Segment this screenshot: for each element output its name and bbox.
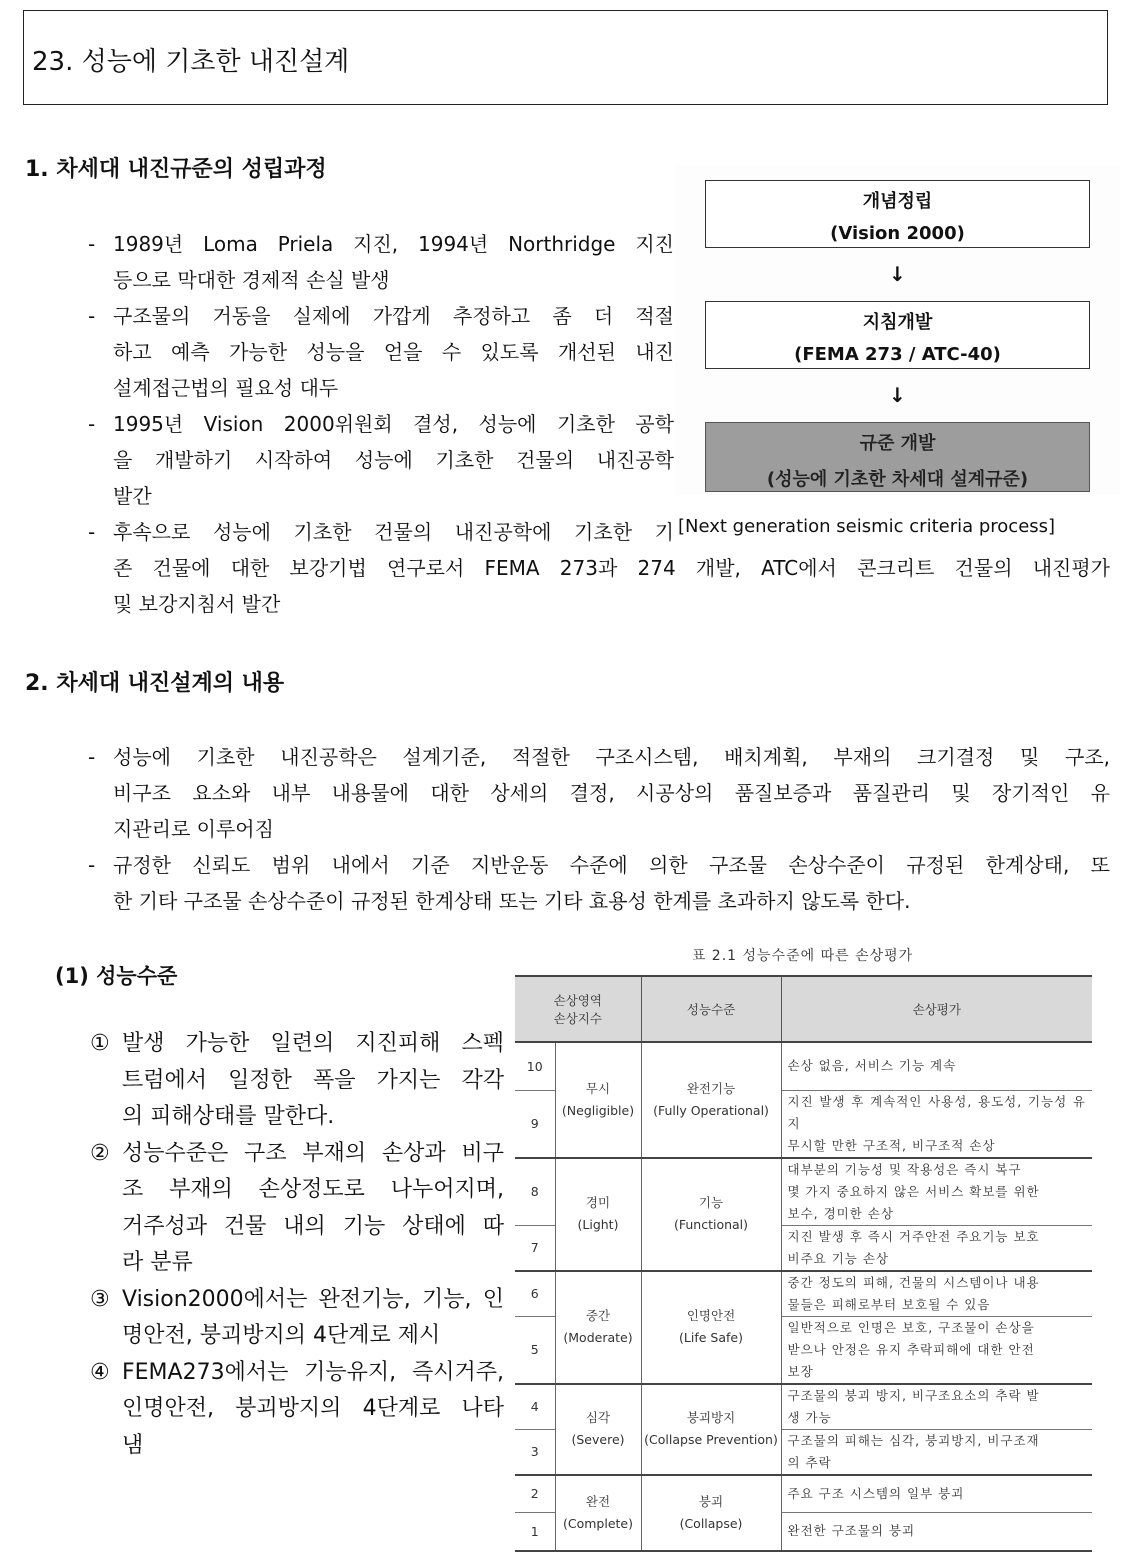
bullet-line: 후속으로 성능에 기초한 건물의 내진공학에 기초한 기 [113,520,674,544]
table-row [515,1271,1092,1317]
down-arrow-icon: ↓ [889,262,906,286]
damage-area: 심각 (Severe) [555,1384,641,1475]
damage-description: 손상 없음, 서비스 기능 계속 [781,1042,1092,1090]
table-row [515,1475,1092,1513]
item-number: ② [90,1140,110,1166]
item-line: 인명안전, 붕괴방지의 4단계로 나타 [122,1396,504,1421]
item-number: ③ [90,1286,110,1312]
performance-level: 붕괴 (Collapse) [641,1475,781,1551]
bullet-line: 및 보강지침서 발간 [113,592,281,616]
damage-index: 10 [515,1042,555,1090]
performance-level: 인명안전 (Life Safe) [641,1271,781,1384]
damage-index: 4 [515,1384,555,1430]
bullet-line: 1989년 Loma Priela 지진, 1994년 Northridge 지진 [113,232,674,256]
bullet-line: 을 개발하기 시작하여 성능에 기초한 건물의 내진공학 [113,448,674,472]
damage-description: 일반적으로 인명은 보호, 구조물이 손상을 받으나 안정은 유지 추락피해에 대한 안전 보장 [781,1316,1092,1384]
subsection-heading: (1) 성능수준 [55,964,178,988]
flow-box-title: 지침개발 [862,312,933,333]
damage-description: 중간 정도의 피해, 건물의 시스템이나 내용 물들은 피해로부터 보호될 수 있음 [781,1271,1092,1317]
flowchart [675,165,1120,495]
item-line: 성능수준은 구조 부재의 손상과 비구 [122,1140,504,1166]
bullet-line: 한 기타 구조물 손상수준이 규정된 한계상태 또는 기타 효용성 한계를 초과하지 않도록 한다. [113,889,911,913]
flow-box-code [705,422,1090,492]
bullet-line: 비구조 요소와 내부 내용물에 대한 상세의 결정, 시공상의 품질보증과 품질관리 및 장기적인 유 [113,781,1110,805]
performance-levels-list [90,1026,504,1464]
damage-description: 주요 구조 시스템의 일부 붕괴 [781,1475,1092,1513]
flow-box-subtitle: (Vision 2000) [830,223,965,244]
item-line: 조 부재의 손상정도로 나누어지며, [122,1177,504,1202]
damage-description: 구조물의 붕괴 방지, 비구조요소의 추락 발 생 가능 [781,1384,1092,1430]
page-title: 23. 성능에 기초한 내진설계 [32,47,350,77]
bullet-line: 등으로 막대한 경제적 손실 발생 [113,268,390,292]
damage-area: 경미 (Light) [555,1158,641,1271]
item-line: 발생 가능한 일련의 지진피해 스펙 [122,1031,504,1056]
damage-description: 대부분의 기능성 및 작용성은 즉시 복구 몇 가지 중요하지 않은 서비스 확보를 위한 보수, 경미한 손상 [781,1158,1092,1226]
bullet-line: 구조물의 거동을 실제에 가깝게 추정하고 좀 더 적절 [113,304,674,328]
bullet-line: 존 건물에 대한 보강기법 연구로서 FEMA 273과 274 개발, ATC에서 콘크리트 건물의 내진평가 [113,556,1110,580]
damage-index: 7 [515,1225,555,1271]
header-performance-level: 성능수준 [641,976,781,1042]
item-line: 의 피해상태를 말한다. [122,1104,335,1129]
item-line: Vision2000에서는 완전기능, 기능, 인 [122,1286,504,1312]
damage-description: 완전한 구조물의 붕괴 [781,1513,1092,1551]
bullet-line: 발간 [113,484,152,508]
performance-level: 붕괴방지 (Collapse Prevention) [641,1384,781,1475]
title-box [23,10,1108,105]
bullet-line: 1995년 Vision 2000위원회 결성, 성능에 기초한 공학 [113,412,674,436]
section2-heading: 2. 차세대 내진설계의 내용 [25,671,285,696]
item-line: 명안전, 붕괴방지의 4단계로 제시 [122,1323,441,1348]
flow-box-title: 규준 개발 [859,433,936,454]
bullet-line: 하고 예측 가능한 성능을 얻을 수 있도록 개선된 내진 [113,340,674,364]
flow-box-subtitle: (FEMA 273 / ATC-40) [794,344,1001,365]
flow-box-subtitle: (성능에 기초한 차세대 설계규준) [766,469,1029,490]
down-arrow-icon: ↓ [889,383,906,407]
bullet-line: 설계접근법의 필요성 대두 [113,376,339,400]
table-row [515,1384,1092,1430]
damage-description: 지진 발생 후 계속적인 사용성, 용도성, 기능성 유지 무시할 만한 구조적, 비구조적 손상 [781,1090,1092,1158]
damage-index: 9 [515,1090,555,1158]
damage-description: 지진 발생 후 즉시 거주안전 주요기능 보호 비주요 기능 손상 [781,1225,1092,1271]
table-row [515,1042,1092,1090]
damage-index: 8 [515,1158,555,1226]
damage-area: 무시 (Negligible) [555,1042,641,1158]
damage-index: 1 [515,1513,555,1551]
table-row [515,1158,1092,1226]
bullet-line: 규정한 신뢰도 범위 내에서 기준 지반운동 수준에 의한 구조물 손상수준이 규정된 한계상태, 또 [113,853,1110,877]
item-number: ① [90,1031,110,1056]
item-line: 라 분류 [122,1250,193,1275]
damage-index: 6 [515,1271,555,1317]
flow-box-guideline [705,301,1090,369]
item-line: FEMA273에서는 기능유지, 즉시거주, [122,1359,504,1385]
item-number: ④ [90,1359,110,1385]
damage-area: 중간 (Moderate) [555,1271,641,1384]
item-line: 거주성과 건물 내의 기능 상태에 따 [122,1213,504,1239]
damage-index: 3 [515,1429,555,1475]
flowchart-caption: [Next generation seismic criteria process] [678,516,1056,537]
flow-box-concept [705,180,1090,248]
section1-bullets-cont [88,550,1110,622]
header-damage-evaluation: 손상평가 [781,976,1092,1042]
item-line: 트럼에서 일정한 폭을 가지는 각각 [122,1067,504,1093]
bullet-line: 성능에 기초한 내진공학은 설계기준, 적절한 구조시스템, 배치계획, 부재의 크기결정 및 구조, [113,745,1110,769]
damage-table [515,975,1092,1552]
damage-description: 구조물의 피해는 심각, 붕괴방지, 비구조재 의 추락 [781,1429,1092,1475]
performance-level: 완전기능 (Fully Operational) [641,1042,781,1158]
item-line: 냄 [122,1432,144,1458]
section1-bullets: - 1989년 Loma Priela 지진, 1994년 Northridge 지진 등으로 막대한 경제적 손실 발생 - 구조물의 거동을 실제에 가깝게 추정하고 좀 더 적절 하고 예측 가능한 성능을 얻을 수 있도록 개선된 내진 설계접근법의 필요성 대두 - 1995년 Vision 2000위원회 결성, 성능에 기초한 공학 을 개발하기 시작하여 성능에 기초한 건물의 내진공학 발간 - 후속으로 성능에 기초한 건물의 내진공학에 기초한 기 [88,226,674,550]
table-caption: 표 2.1 성능수준에 따른 손상평가 [691,948,914,964]
damage-index: 5 [515,1316,555,1384]
section2-bullets: - 성능에 기초한 내진공학은 설계기준, 적절한 구조시스템, 배치계획, 부재의 크기결정 및 구조, 비구조 요소와 내부 내용물에 대한 상세의 결정, 시공상의 품질보증과 품질관리 및 장기적인 유 지관리로 이루어짐 - 규정한 신뢰도 범위 내에서 기준 지반운동 수준에 의한 구조물 손상수준이 규정된 한계상태, 또 한 기타 구조물 손상수준이 규정된 한계상태 또는 기타 효용성 한계를 초과하지 않도록 한다. [88,739,1110,919]
header-damage-area: 손상영역 손상지수 [515,976,641,1042]
flow-box-title: 개념정립 [862,191,933,212]
section1-heading: 1. 차세대 내진규준의 성립과정 [25,157,327,182]
bullet-line: 지관리로 이루어짐 [113,817,274,841]
damage-index: 2 [515,1475,555,1513]
damage-area: 완전 (Complete) [555,1475,641,1551]
performance-level: 기능 (Functional) [641,1158,781,1271]
